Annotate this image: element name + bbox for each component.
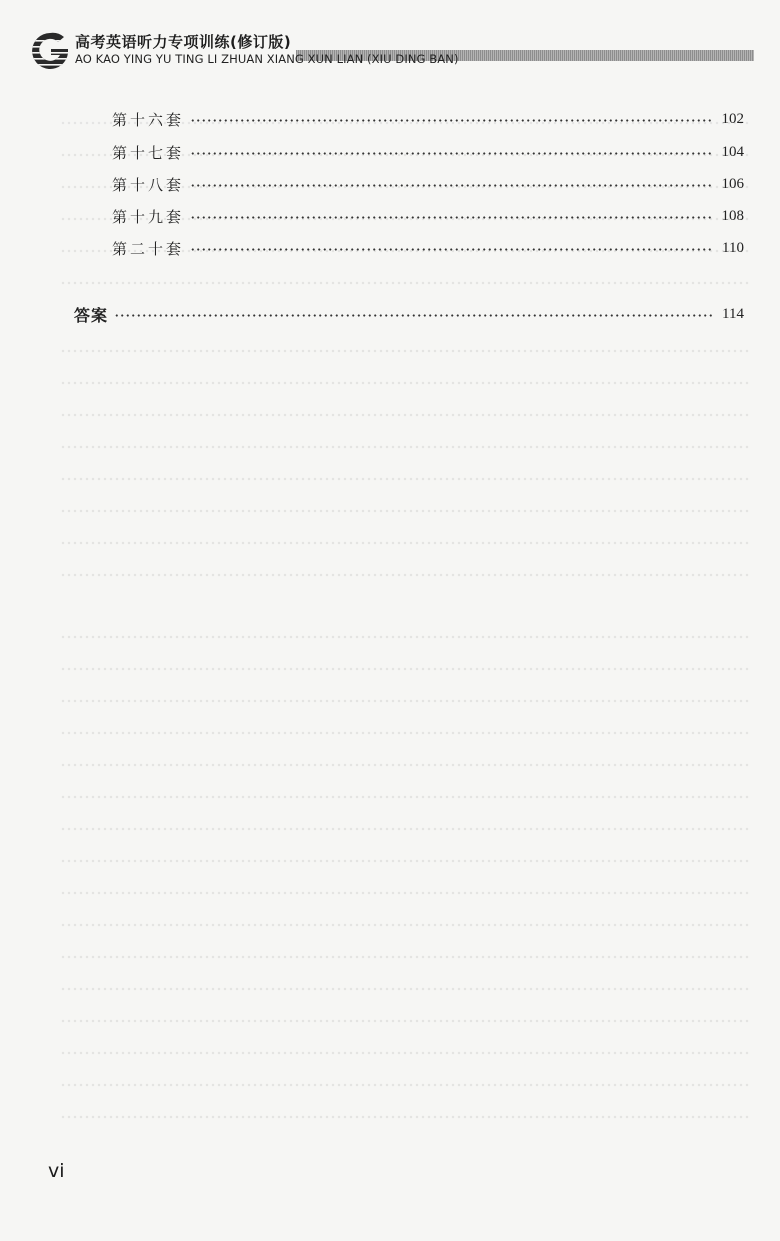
dot-leader	[190, 119, 713, 122]
toc-entry-page: 110	[722, 239, 744, 256]
toc-entry[interactable]	[112, 140, 744, 164]
toc-entry[interactable]	[112, 236, 744, 260]
dot-leader	[190, 184, 713, 187]
dot-leader	[190, 152, 713, 155]
toc-entry-page: 104	[721, 143, 744, 160]
toc-section-answers[interactable]	[74, 302, 744, 326]
toc-entry[interactable]	[112, 204, 744, 228]
book-title: 高考英语听力专项训练(修订版)	[75, 33, 292, 51]
toc-section-label: 答案	[74, 305, 109, 325]
toc-entry-page: 106	[721, 175, 744, 192]
dot-leader	[114, 314, 714, 317]
toc-entry[interactable]	[112, 107, 744, 131]
toc-entry[interactable]	[112, 172, 744, 196]
toc-section-page: 114	[722, 305, 744, 322]
dot-leader	[190, 216, 713, 219]
toc-entry-page: 108	[721, 207, 744, 224]
book-title-pinyin: AO KAO YING YU TING LI ZHUAN XIANG XUN LIAN (XIU DING BAN)	[75, 52, 459, 66]
running-header	[28, 28, 752, 72]
dot-leader	[190, 248, 714, 251]
toc-entry-label: 第十九套	[112, 207, 185, 226]
toc-entry-label: 第十六套	[112, 110, 185, 129]
series-logo	[30, 31, 70, 71]
toc-entry-label: 第十八套	[112, 175, 185, 194]
toc-entry-label: 第十七套	[112, 143, 185, 162]
page-number: vi	[48, 1160, 65, 1182]
toc-entry-page: 102	[721, 110, 744, 127]
toc-entry-label: 第二十套	[112, 239, 185, 258]
